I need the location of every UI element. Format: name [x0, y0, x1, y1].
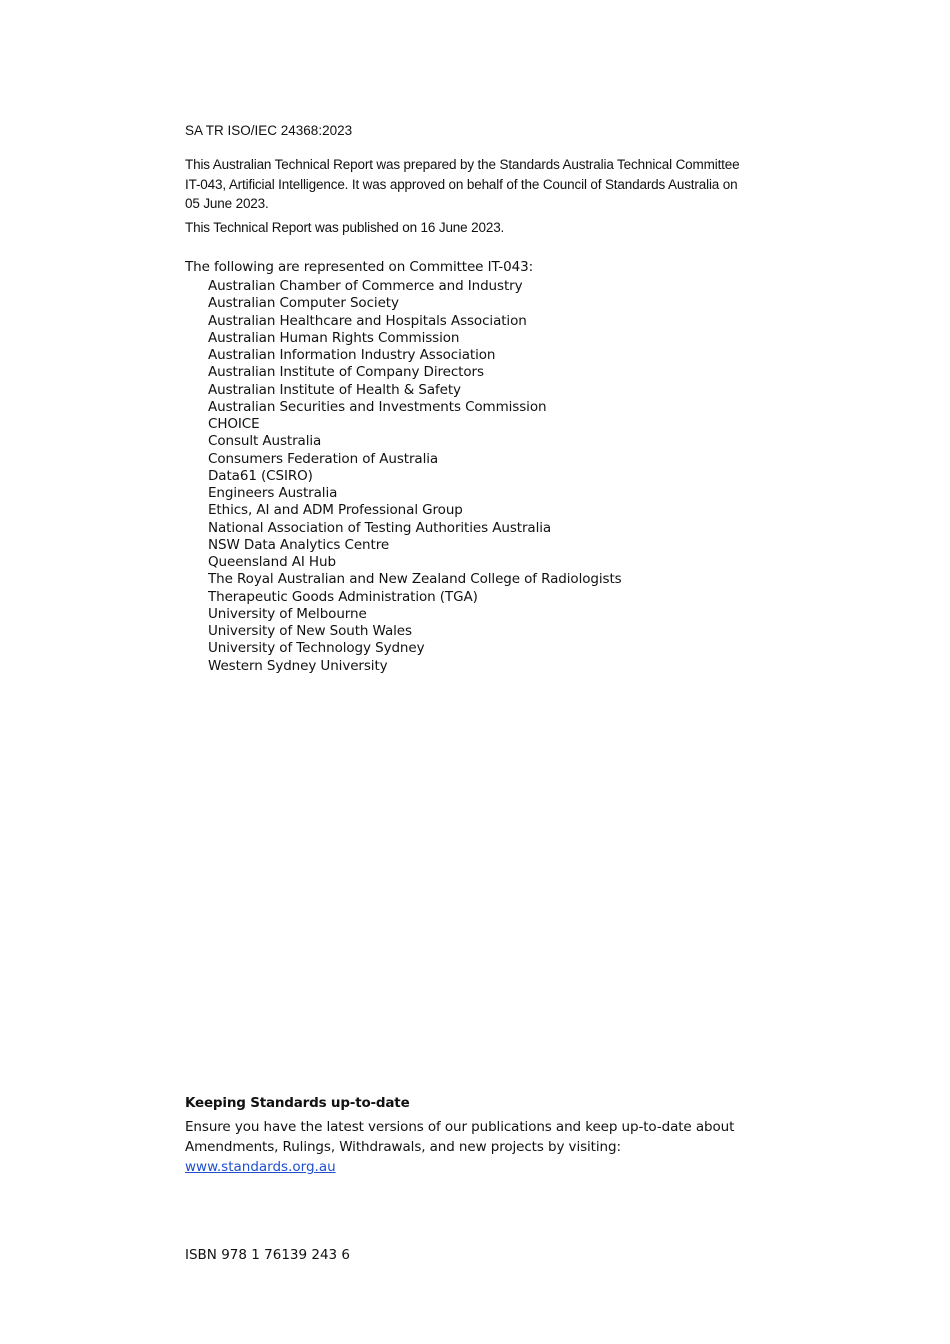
- keeping-standards-text: Ensure you have the latest versions of our publications and keep up-to-date about Amendments, Rulings, Withdrawals, and new projects by visiting:: [185, 1119, 735, 1155]
- committee-member: Ethics, AI and ADM Professional Group: [208, 502, 463, 519]
- committee-member: Consumers Federation of Australia: [208, 450, 439, 467]
- approval-statement: This Australian Technical Report was prepared by the Standards Australia Technical Committee IT-043, Artificial Intelligence. It was approved on behalf of the Council of Standards Australia on 05 June 2023.: [185, 157, 740, 211]
- committee-member: National Association of Testing Authorities Australia: [208, 519, 552, 536]
- committee-member: Queensland AI Hub: [208, 554, 336, 570]
- committee-member: NSW Data Analytics Centre: [208, 536, 390, 553]
- committee-member: University of Melbourne: [208, 605, 367, 622]
- committee-member: Australian Institute of Company Directors: [208, 364, 484, 381]
- committee-intro: The following are represented on Committee IT-043:: [185, 259, 534, 275]
- committee-member: Data61 (CSIRO): [208, 467, 313, 484]
- committee-member: Australian Information Industry Association: [208, 347, 496, 363]
- publication-date-statement: This Technical Report was published on 16 June 2023.: [185, 220, 505, 235]
- committee-member: Australian Chamber of Commerce and Industry: [208, 278, 523, 294]
- isbn-number: ISBN 978 1 76139 243 6: [185, 1247, 351, 1263]
- committee-member: Australian Computer Society: [208, 295, 399, 312]
- committee-member: Australian Institute of Health & Safety: [208, 381, 461, 398]
- committee-member: Engineers Australia: [208, 485, 338, 501]
- keeping-standards-heading: Keeping Standards up-to-date: [185, 1095, 410, 1111]
- committee-member: Australian Healthcare and Hospitals Association: [208, 312, 527, 329]
- committee-member: Western Sydney University: [208, 657, 388, 674]
- committee-member: University of New South Wales: [208, 623, 412, 639]
- committee-member: CHOICE: [208, 416, 260, 432]
- committee-member: University of Technology Sydney: [208, 640, 425, 657]
- committee-member: Therapeutic Goods Administration (TGA): [208, 588, 478, 605]
- committee-member: Australian Human Rights Commission: [208, 329, 460, 346]
- standards-website-link[interactable]: www.standards.org.au: [185, 1159, 336, 1175]
- committee-member: Consult Australia: [208, 433, 322, 450]
- committee-member: Australian Securities and Investments Commission: [208, 398, 547, 415]
- document-designation: SA TR ISO/IEC 24368:2023: [185, 123, 353, 138]
- committee-member-list: [208, 278, 622, 675]
- committee-member: The Royal Australian and New Zealand College of Radiologists: [208, 571, 622, 588]
